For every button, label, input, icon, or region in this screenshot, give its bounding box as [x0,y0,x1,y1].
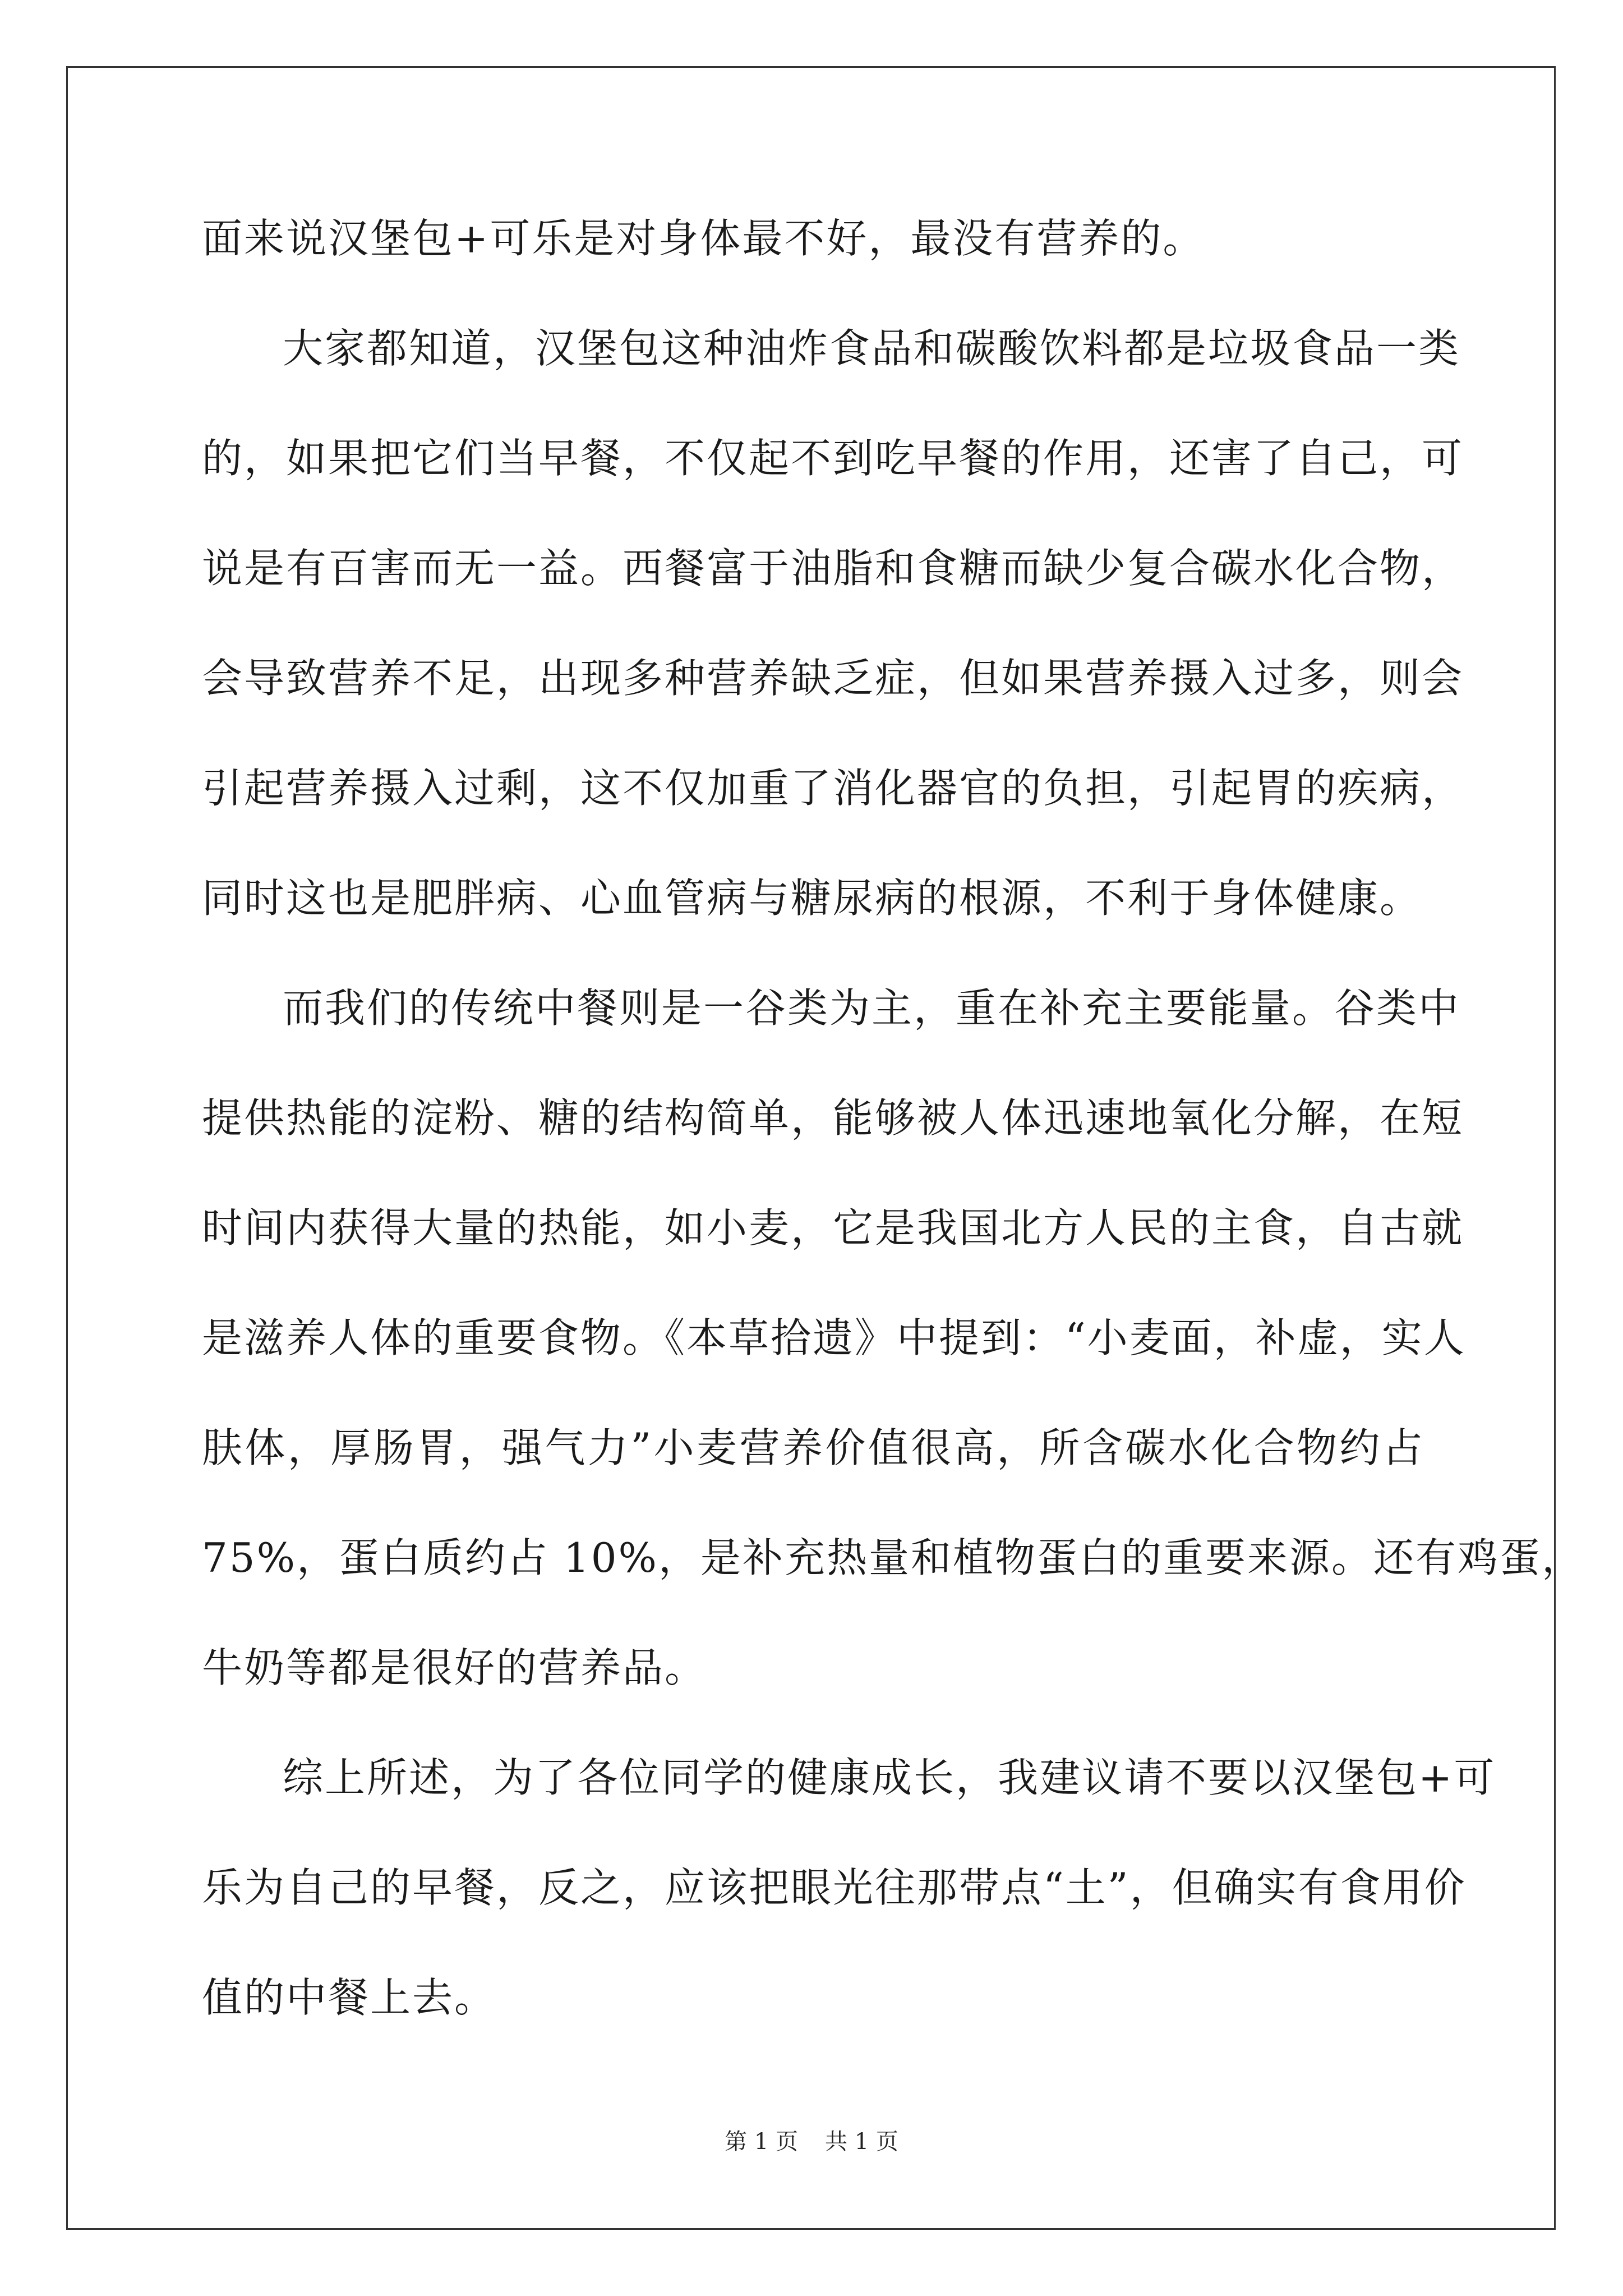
text-line: 值的中餐上去。 [202,1974,497,2021]
text-line: 牛奶等都是很好的营养品。 [202,1644,707,1691]
text-line: 面来说汉堡包+可乐是对身体最不好，最没有营养的。 [202,215,1205,262]
text-line: 同时这也是肥胖病、心血管病与糖尿病的根源，不利于身体健康。 [202,875,1422,922]
page-total: 共 1 页 [825,2129,898,2155]
text-line: 乐为自己的早餐，反之，应该把眼光往那带点“土”，但确实有食用价 [202,1864,1467,1911]
text-line: 引起营养摄入过剩，这不仅加重了消化器官的负担，引起胃的疾病， [202,765,1464,812]
text-line: 而我们的传统中餐则是一谷类为主，重在补充主要能量。谷类中 [283,984,1461,1032]
document-body [202,202,1584,2071]
text-line: 75%，蛋白质约占 10%，是补充热量和植物蛋白的重要来源。还有鸡蛋， [202,1534,1584,1581]
text-line: 说是有百害而无一益。西餐富于油脂和食糖而缺少复合碳水化合物， [202,545,1464,592]
text-line: 会导致营养不足，出现多种营养缺乏症，但如果营养摄入过多，则会 [202,655,1464,702]
text-line: 提供热能的淀粉、糖的结构简单，能够被人体迅速地氧化分解，在短 [202,1094,1464,1142]
text-line: 的，如果把它们当早餐，不仅起不到吃早餐的作用，还害了自己，可 [202,435,1464,482]
text-line: 肤体，厚肠胃，强气力”小麦营养价值很高，所含碳水化合物约占 [202,1424,1424,1471]
page-number: 第 1 页 [725,2129,798,2155]
text-line: 时间内获得大量的热能，如小麦，它是我国北方人民的主食，自古就 [202,1204,1464,1251]
text-line: 是滋养人体的重要食物。《本草拾遗》中提到：“小麦面，补虚，实人 [202,1314,1466,1361]
text-line: 综上所述，为了各位同学的健康成长，我建议请不要以汉堡包+可 [283,1754,1496,1801]
text-line: 大家都知道，汉堡包这种油炸食品和碳酸饮料都是垃圾食品一类 [283,325,1461,372]
page-footer [0,2125,1623,2159]
